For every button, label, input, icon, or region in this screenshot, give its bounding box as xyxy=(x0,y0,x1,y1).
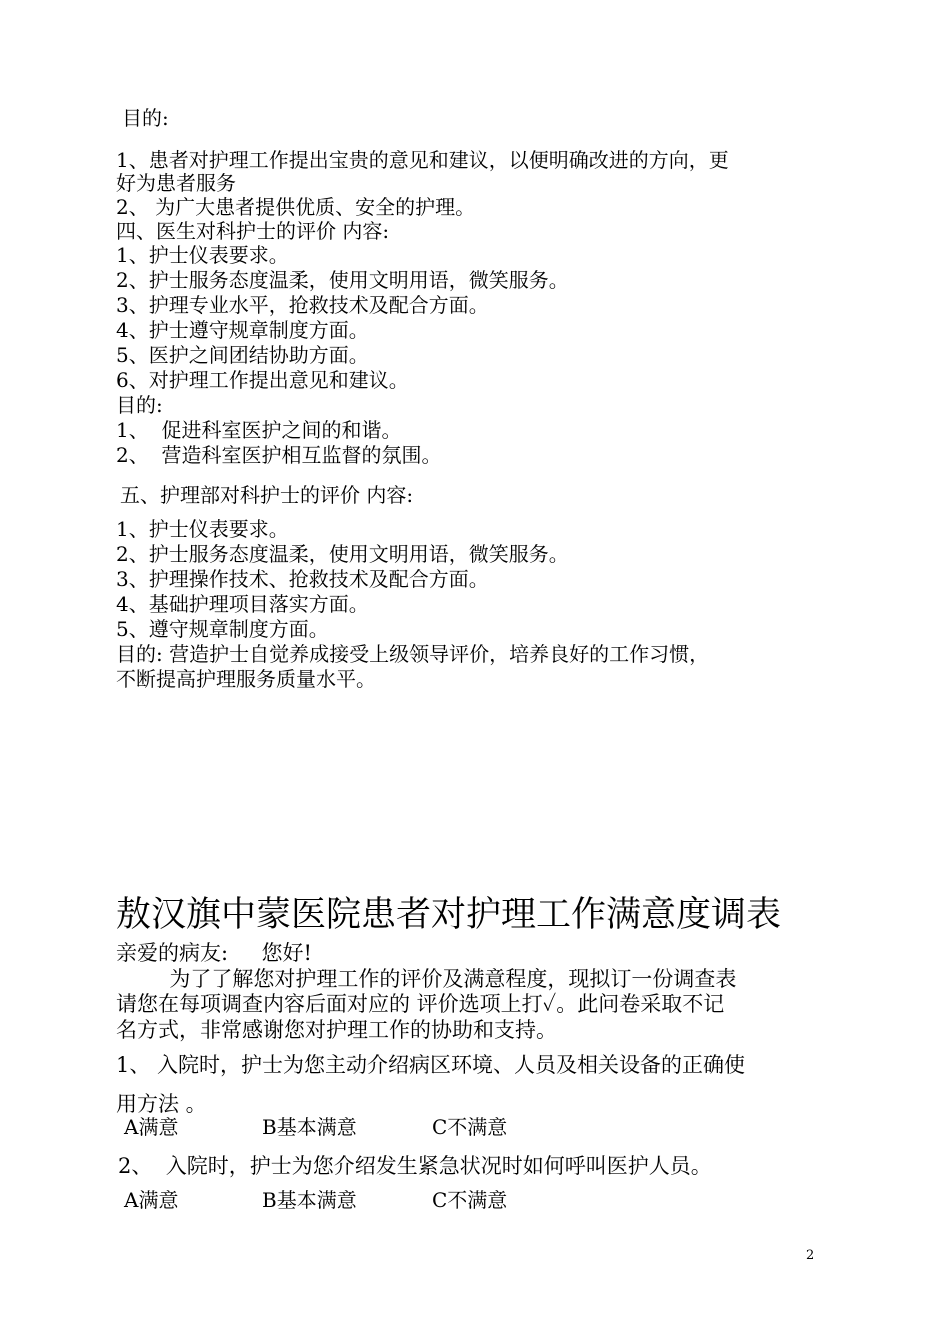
intro-line: 名方式，非常感谢您对护理工作的协助和支持。 xyxy=(116,1018,557,1042)
greeting: 亲爱的病友: 您好! xyxy=(116,941,312,965)
list-item: 1、 促进科室医护之间的和谐。 xyxy=(116,418,402,442)
list-item: 1、护士仪表要求。 xyxy=(116,517,289,541)
intro-line: 请您在每项调查内容后面对应的 评价选项上打✓。此问卷采取不记 xyxy=(116,992,725,1016)
list-item: 2、护士服务态度温柔，使用文明用语，微笑服务。 xyxy=(116,542,569,566)
list-item: 5、医护之间团结协助方面。 xyxy=(116,343,369,367)
question-1-cont: 用方法 。 xyxy=(116,1092,207,1116)
purpose-line: 1、患者对护理工作提出宝贵的意见和建议，以便明确改进的方向，更 xyxy=(116,148,729,172)
survey-title: 敖汉旗中蒙医院患者对护理工作满意度调表 xyxy=(116,895,782,935)
list-item: 2、护士服务态度温柔，使用文明用语，微笑服务。 xyxy=(116,268,569,292)
list-item: 5、遵守规章制度方面。 xyxy=(116,617,329,641)
section-heading: 五、护理部对科护士的评价 内容: xyxy=(120,483,414,507)
purpose-line: 2、 为广大患者提供优质、安全的护理。 xyxy=(116,195,476,219)
option-b[interactable]: B基本满意 xyxy=(262,1115,357,1139)
list-item: 3、护理操作技术、抢救技术及配合方面。 xyxy=(116,567,489,591)
purpose-line: 目的: 营造护士自觉养成接受上级领导评价，培养良好的工作习惯， xyxy=(116,642,710,666)
option-a[interactable]: A满意 xyxy=(124,1115,179,1139)
section-heading: 四、医生对科护士的评价 内容: xyxy=(116,219,390,243)
option-c[interactable]: C不满意 xyxy=(432,1188,508,1212)
list-item: 1、护士仪表要求。 xyxy=(116,243,289,267)
purpose-heading: 目的: xyxy=(116,393,163,417)
purpose-line: 不断提高护理服务质量水平。 xyxy=(116,667,376,691)
question-1: 1、 入院时，护士为您主动介绍病区环境、人员及相关设备的正确使 xyxy=(116,1053,746,1077)
page-number: 2 xyxy=(806,1248,815,1263)
option-b[interactable]: B基本满意 xyxy=(262,1188,357,1212)
list-item: 6、对护理工作提出意见和建议。 xyxy=(116,368,409,392)
option-c[interactable]: C不满意 xyxy=(432,1115,508,1139)
question-2: 2、 入院时，护士为您介绍发生紧急状况时如何呼叫医护人员。 xyxy=(118,1154,712,1178)
list-item: 4、护士遵守规章制度方面。 xyxy=(116,318,369,342)
list-item: 3、护理专业水平，抢救技术及配合方面。 xyxy=(116,293,489,317)
list-item: 4、基础护理项目落实方面。 xyxy=(116,592,369,616)
list-item: 2、 营造科室医护相互监督的氛围。 xyxy=(116,443,442,467)
intro-line: 为了了解您对护理工作的评价及满意程度，现拟订一份调查表 xyxy=(116,967,737,991)
purpose-line: 好为患者服务 xyxy=(116,171,236,195)
purpose-heading: 目的: xyxy=(122,106,169,130)
option-a[interactable]: A满意 xyxy=(124,1188,179,1212)
